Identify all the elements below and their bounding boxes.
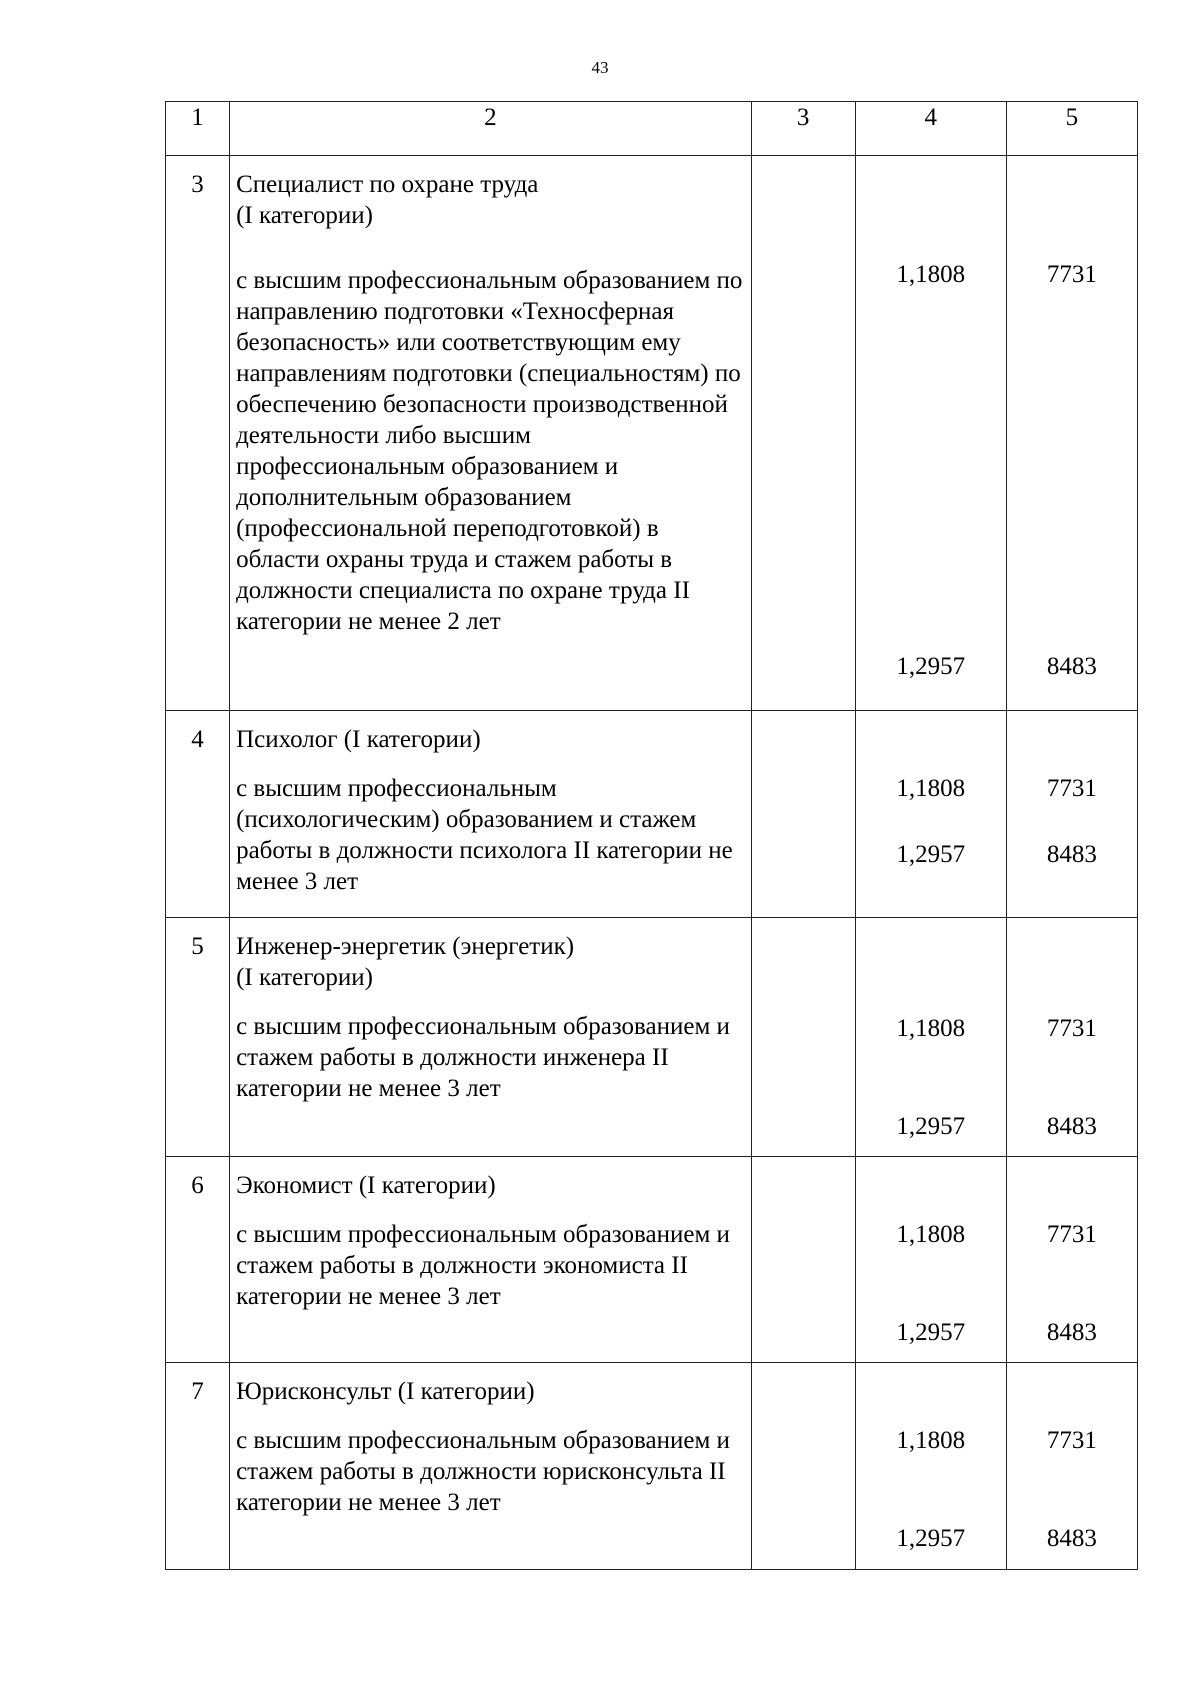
- amount-value: 8483: [1046, 1319, 1097, 1346]
- position-requirements: с высшим профессиональным образованием по направлению подготовки «Техносферная безопасность» или соответствующим ему направлениям подготовки (специальностям) по обеспечению безопасности производственной деятельности либо высшим профессиональным образованием и дополнительным образованием (профессиональной переподготовкой) в области охраны труда и стажем работы в должности специалиста по охране труда II категории не менее 2 лет: [236, 267, 743, 635]
- coefficient-value: 1,1808: [896, 1015, 966, 1042]
- table-row: [166, 1363, 1138, 1570]
- position-cell: [230, 156, 752, 711]
- table-row: [166, 156, 1138, 711]
- amount-cell: [1006, 711, 1137, 918]
- position-title: Экономист (I категории): [236, 1172, 496, 1199]
- position-title: Инженер-энергетик (энергетик): [236, 933, 575, 960]
- amount-value: 7731: [1046, 775, 1097, 802]
- table-header-row: [166, 102, 1138, 156]
- position-title: (I категории): [236, 964, 373, 991]
- coefficient-value: 1,1808: [896, 261, 966, 288]
- header-cell: 2: [230, 102, 752, 156]
- position-requirements: с высшим профессиональным (психологическим) образованием и стажем работы в должности психолога II категории не менее 3 лет: [236, 775, 733, 895]
- coefficient-cell: [855, 156, 1006, 711]
- position-requirements: с высшим профессиональным образованием и стажем работы в должности экономиста II категории не менее 3 лет: [236, 1221, 730, 1310]
- amount-value: 7731: [1046, 1221, 1097, 1248]
- amount-value: 7731: [1046, 261, 1097, 288]
- row-number: 5: [166, 918, 230, 1157]
- coefficient-cell: [855, 1363, 1006, 1570]
- position-cell: [230, 1363, 752, 1570]
- amount-cell: [1006, 1157, 1137, 1363]
- coefficient-value: 1,2957: [896, 653, 966, 680]
- coefficient-cell: [855, 711, 1006, 918]
- coefficient-value: 1,2957: [896, 1113, 966, 1140]
- position-title: Психолог (I категории): [236, 726, 481, 753]
- row-number: 3: [166, 156, 230, 711]
- coefficient-value: 1,1808: [896, 1221, 966, 1248]
- position-title: Специалист по охране труда: [236, 171, 539, 198]
- position-requirements: с высшим профессиональным образованием и стажем работы в должности юрисконсульта II категории не менее 3 лет: [236, 1427, 730, 1516]
- header-cell: 4: [855, 102, 1006, 156]
- coefficient-value: 1,1808: [896, 1427, 966, 1454]
- amount-value: 7731: [1046, 1427, 1097, 1454]
- position-title: (I категории): [236, 202, 373, 229]
- position-cell: [230, 1157, 752, 1363]
- amount-cell: [1006, 156, 1137, 711]
- coefficient-value: 1,2957: [896, 1319, 966, 1346]
- header-cell: 1: [166, 102, 230, 156]
- table-row: [166, 711, 1138, 918]
- position-cell: [230, 918, 752, 1157]
- amount-value: 7731: [1046, 1015, 1097, 1042]
- qualification-table: [165, 101, 1138, 1570]
- row-number: 7: [166, 1363, 230, 1570]
- amount-cell: [1006, 1363, 1137, 1570]
- page-number: 43: [591, 58, 609, 77]
- coefficient-value: 1,1808: [896, 775, 966, 802]
- coefficient-cell: [855, 918, 1006, 1157]
- coefficient-value: 1,2957: [896, 1525, 966, 1552]
- coefficient-cell: [855, 1157, 1006, 1363]
- header-cell: 5: [1006, 102, 1137, 156]
- amount-value: 8483: [1046, 841, 1097, 868]
- column-3-cell: [751, 711, 855, 918]
- column-3-cell: [751, 1157, 855, 1363]
- table-row: [166, 918, 1138, 1157]
- column-3-cell: [751, 918, 855, 1157]
- position-cell: [230, 711, 752, 918]
- amount-value: 8483: [1046, 1525, 1097, 1552]
- position-title: Юрисконсульт (I категории): [236, 1378, 535, 1405]
- column-3-cell: [751, 156, 855, 711]
- amount-value: 8483: [1046, 1113, 1097, 1140]
- row-number: 6: [166, 1157, 230, 1363]
- column-3-cell: [751, 1363, 855, 1570]
- amount-value: 8483: [1046, 653, 1097, 680]
- position-requirements: с высшим профессиональным образованием и стажем работы в должности инженера II категории не менее 3 лет: [236, 1013, 730, 1102]
- coefficient-value: 1,2957: [896, 841, 966, 868]
- table-row: [166, 1157, 1138, 1363]
- header-cell: 3: [751, 102, 855, 156]
- row-number: 4: [166, 711, 230, 918]
- amount-cell: [1006, 918, 1137, 1157]
